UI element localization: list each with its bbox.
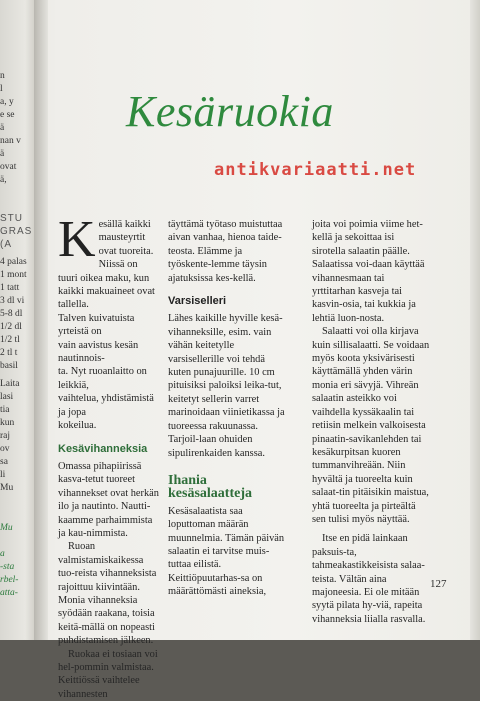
intro-line: ovat tuoreita. Niissä on [98,245,154,271]
page-right-edge [470,0,480,640]
text-column-1 [58,211,162,701]
paragraph: täyttämä työtaso muistuttaa aivan vanhaa, hienoa taide-teosta. Elämme ja työskente-lemme täysin ajatuksissa kes-kellä. [168,219,283,284]
section-heading: Kesävihanneksia [58,442,148,455]
drop-cap: K [58,211,96,268]
intro-line: esällä kaikki mausteyrtit [98,219,151,244]
left-page-header: STU GRAS (A [0,213,33,250]
section-heading: Ihania kesäsalaatteja [168,472,252,502]
intro-line: kokeilua. [58,420,97,432]
intro-line: tuuri oikea maku, kun [58,272,150,284]
page-title: Kesäruokia [126,87,334,136]
page-number: 127 [430,578,447,590]
left-page-strip [0,0,36,640]
paragraph: Salaatti voi olla kirjava kuin sillisalaatti. Se voidaan myös koota yksivärisesti käyttämällä yhden värin monia eri sävyjä. Vihreän salaatin asteikko voi vaihdella kyssäkaalin tai retiisin melkein valkoisesta pinaatin-savikanlehden tai kesäkurpitsan kuoren tummanvihreään. Niin hyvältä ja tuoreelta kuin salaat-tin pitäisikin maistua, yhtä tuoreelta ja pirteältä sen tulisi myös näyttää. [312,326,430,525]
paragraph: Ruoan valmistamiskaikessa tuo-reista vihanneksista rajoittuu kiivintään. Monia vihanneksia syödään raakana, toisia keitä-mällä on nopeasti puhdistamisen jälkeen. [58,541,157,647]
left-page-lines-a: n l a, y e se ä nan v ä ovat ä, [0,71,21,185]
watermark-text: antikvariaatti.net [214,160,417,180]
left-page-lines-c: Laita lasi tia kun raj ov sa li Mu [0,379,20,493]
intro-line: vaihtelua, yhdistämistä ja jopa [58,393,154,418]
text-column-2 [168,218,286,599]
left-page-lines-d: Mu [0,523,13,533]
intro-line: ta. Nyt ruoanlaitto on leikkiä, [58,366,147,391]
paragraph: Itse en pidä lainkaan paksuis-ta, tahmeakastikkeisista salaa-teista. Vältän aina majoneesia. Ei ole mitään syytä pilata hy-viä, rapeita vihanneksia liialla rasvalla. [312,533,426,625]
intro-line: vain aavistus kesän nautinnois- [58,339,139,365]
paragraph: Kesäsalaatista saa loputtoman määrän muunnelmia. Tämän päivän salaatin ei tarvitse muis-tuttaa eilistä. Keittiöpuutarhas-sa on määrättömästi aineksia, [168,505,285,598]
paragraph: Ruokaa ei tosiaan voi hel-pommin valmistaa. Keittiössä vaihtelee vihannesten [58,648,158,700]
paragraph: joita voi poimia viime het-kellä ja sekoittaa isi sirotella salaatin päälle. Salaatissa voi-daan käyttää vihannesmaan tai yrttitarhan kasveja tai kasvin-osia, tai kukkia ja lehtiä luon-nosta. [312,219,425,324]
intro-line: Talven kuivatuista yrteistä on [58,312,135,338]
paragraph: Omassa pihapiirissä kasva-tetut tuoreet vihannekset ovat herkän ilo ja nautinto. Nautti-kaamme parhaimmista ja kau-nimmista. [58,460,159,539]
text-column-3 [312,218,430,626]
left-page-ingredients: 4 palas 1 mont 1 tatt 3 dl vi 5-8 dl 1/2 dl 1/2 tl 2 tl t basil [0,257,27,371]
intro-line: kaikki makuaineet ovat tallella. [58,286,155,311]
paragraph: Lähes kaikille hyville kesä-vihanneksille, esim. vain vähän keitetylle varsisellerille voi tehdä kuten punajuurille. 10 cm pituisiksi paloiksi leika-tut, keitetyt sellerin varret marinoidaan viinietikassa ja tuoreessa rakuunassa. Tarjoil-laan ohuiden sipulirenkaiden kanssa. [168,313,285,459]
section-heading: Varsiselleri [168,295,227,308]
left-page-lines-e: a -sta rbel- atta- [0,549,19,598]
book-gutter [34,0,48,640]
